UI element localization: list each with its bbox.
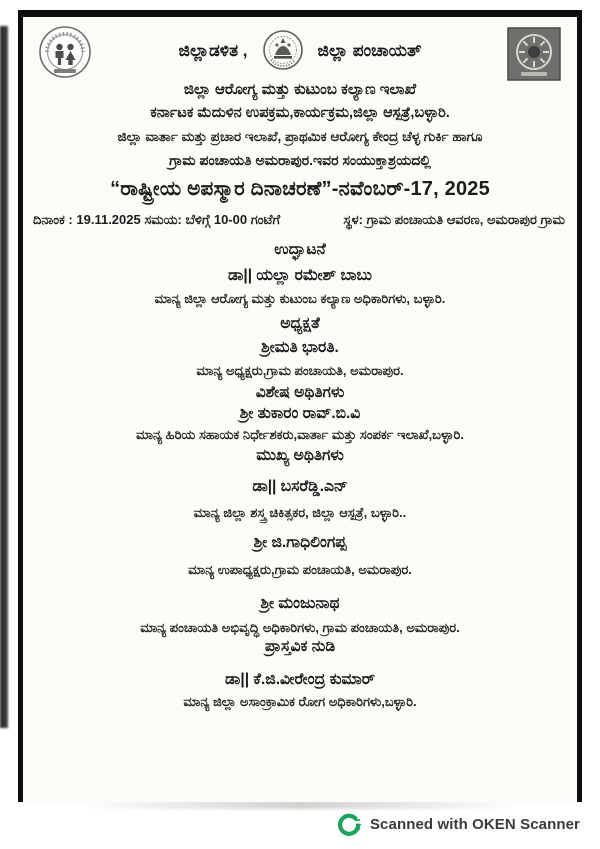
program-section-special-guests: ವಿಶೇಷ ಅಥಿತಿಗಳು (255, 384, 345, 401)
program-guest-designation: ಮಾನ್ಯ ಜಿಲ್ಲಾ ಅಸಾಂಕ್ರಾಮಿಕ ರೋಗ ಅಧಿಕಾರಿಗಳು,ಬಳ್ಳಾರಿ. (183, 694, 417, 709)
district-admin-label: ಜಿಲ್ಲಾಡಳಿತ , (178, 41, 248, 60)
event-title: “ರಾಷ್ಟ್ರೀಯ ಅಪಸ್ಮಾರ ದಿನಾಚರಣೆ”-ನವೆಂಬರ್-17, 2025 (110, 178, 490, 200)
program-guest-name: ಶ್ರೀ ಮಂಜುನಾಥ (260, 595, 340, 612)
office-stamp-icon (507, 27, 561, 83)
program-guest-designation: ಮಾನ್ಯ ಪಂಚಾಯತಿ ಅಭಿವೃದ್ಧಿ ಅಧಿಕಾರಿಗಳು, ಗ್ರಾಮ ಪಂಚಾಯತಿ, ಅಮರಾಪುರ. (140, 620, 460, 635)
header-admin-line (23, 29, 577, 73)
program-guest-name: ಡಾ|| ಕೆ.ಜಿ.ವೀರೇಂದ್ರ ಕುಮಾರ್ (225, 671, 375, 688)
oken-scanner-label: Scanned with OKEN Scanner (369, 816, 580, 833)
program-section-introductory-speech: ಪ್ರಾಸ್ತವಿಕ ನುಡಿ (264, 638, 336, 655)
office-seal-stamp (507, 27, 561, 88)
collaboration-line-1: ಜಿಲ್ಲಾ ವಾರ್ತಾ ಮತ್ತು ಪ್ರಚಾರ ಇಲಾಖೆ, ಪ್ರಾಥಮಿಕ ಆರೋಗ್ಯ ಕೇಂದ್ರ ಚೆಳ್ಳ ಗುರ್ಕಿ ಹಾಗೂ (117, 129, 483, 144)
program-guest-designation: ಮಾನ್ಯ ಅಧ್ಯಕ್ಷರು,ಗ್ರಾಮ ಪಂಚಾಯತಿ, ಅಮರಾಪುರ. (196, 363, 404, 378)
scanned-document (18, 10, 582, 802)
program-section-presidency: ಅಧ್ಯಕ್ಷತೆ (280, 315, 320, 332)
program-guest-name: ಡಾ|| ಯಲ್ಲಾ ರಮೇಶ್ ಬಾಬು (228, 267, 372, 284)
program-guest-designation: ಮಾನ್ಯ ಉಪಾಧ್ಯಕ್ಷರು,ಗ್ರಾಮ ಪಂಚಾಯತಿ, ಅಮರಾಪುರ. (188, 562, 412, 577)
program-guest-designation: ಮಾನ್ಯ ಜಿಲ್ಲಾ ಶಸ್ತ್ರ ಚಿಕಿತ್ಸಕರ, ಜಿಲ್ಲಾ ಆಸ್ಪತ್ರೆ, ಬಳ್ಳಾರಿ.. (193, 505, 407, 520)
nhm-logo-icon (37, 25, 93, 83)
oken-scanner-icon (338, 813, 361, 836)
program-guest-name: ಡಾ|| ಬಸರೆಡ್ಡಿ.ಎನ್ (252, 478, 348, 495)
program-guest-designation: ಮಾನ್ಯ ಜಿಲ್ಲಾ ಆರೋಗ್ಯ ಮತ್ತು ಕುಟುಂಬ ಕಲ್ಯಾಣ ಅಧಿಕಾರಿಗಳು, ಬಳ್ಳಾರಿ. (154, 291, 446, 306)
district-panchayat-label: ಜಿಲ್ಲಾ ಪಂಚಾಯತ್ (317, 41, 422, 60)
karnataka-brain-initiative-line: ಕರ್ನಾಟಕ ಮೆದುಳಿನ ಉಪಕ್ರಮ,ಕಾರ್ಯಕ್ರಮ,ಜಿಲ್ಲಾ ಆಸ್ಪತ್ರೆ,ಬಳ್ಳಾರಿ. (150, 105, 450, 121)
program-section-inauguration: ಉದ್ಘಾಟನೆ (274, 241, 326, 258)
program-section-chief-guests: ಮುಖ್ಯ ಅಥಿತಿಗಳು (256, 447, 344, 464)
oken-scanner-watermark (338, 813, 580, 836)
national-health-mission-logo (37, 25, 93, 88)
date-venue-row (23, 212, 577, 228)
event-datetime: ದಿನಾಂಕ : 19.11.2025 ಸಮಯ: ಬೆಳಿಗ್ಗೆ 10-00 ಗಂಟೆಗೆ (33, 212, 281, 227)
event-venue: ಸ್ಥಳ: ಗ್ರಾಮ ಪಂಚಾಯತಿ ಆವರಣ, ಅಮರಾಪುರ ಗ್ರಾಮ (343, 212, 565, 227)
scan-page-edge-shadow (0, 26, 8, 728)
program-guest-designation: ಮಾನ್ಯ ಹಿರಿಯ ಸಹಾಯಕ ನಿರ್ಧೇಶಕರು,ವಾರ್ತಾ ಮತ್ತು ಸಂಪರ್ಕ ಇಲಾಖೆ,ಬಳ್ಳಾರಿ. (136, 427, 464, 442)
program-guest-name: ಶ್ರೀ ಜಿ.ಗಾಧಿಲಿಂಗಪ್ಪ (253, 534, 347, 551)
health-department-line: ಜಿಲ್ಲಾ ಆರೋಗ್ಯ ಮತ್ತು ಕುಟುಂಬ ಕಲ್ಯಾಣ ಇಲಾಖೆ (183, 81, 417, 98)
collaboration-line-2: ಗ್ರಾಮ ಪಂಚಾಯತಿ ಅಮರಾಪುರ.ಇವರ ಸಂಯುಕ್ತಾಶ್ರಯದಲ್ಲಿ (169, 152, 431, 168)
program-guest-name: ಶ್ರೀಮತಿ ಭಾರತಿ. (261, 339, 339, 356)
karnataka-government-emblem-icon (262, 29, 304, 73)
program-guest-name: ಶ್ರೀ ತುಕಾರಂ ರಾವ್.ಬಿ.ವಿ (239, 405, 361, 422)
